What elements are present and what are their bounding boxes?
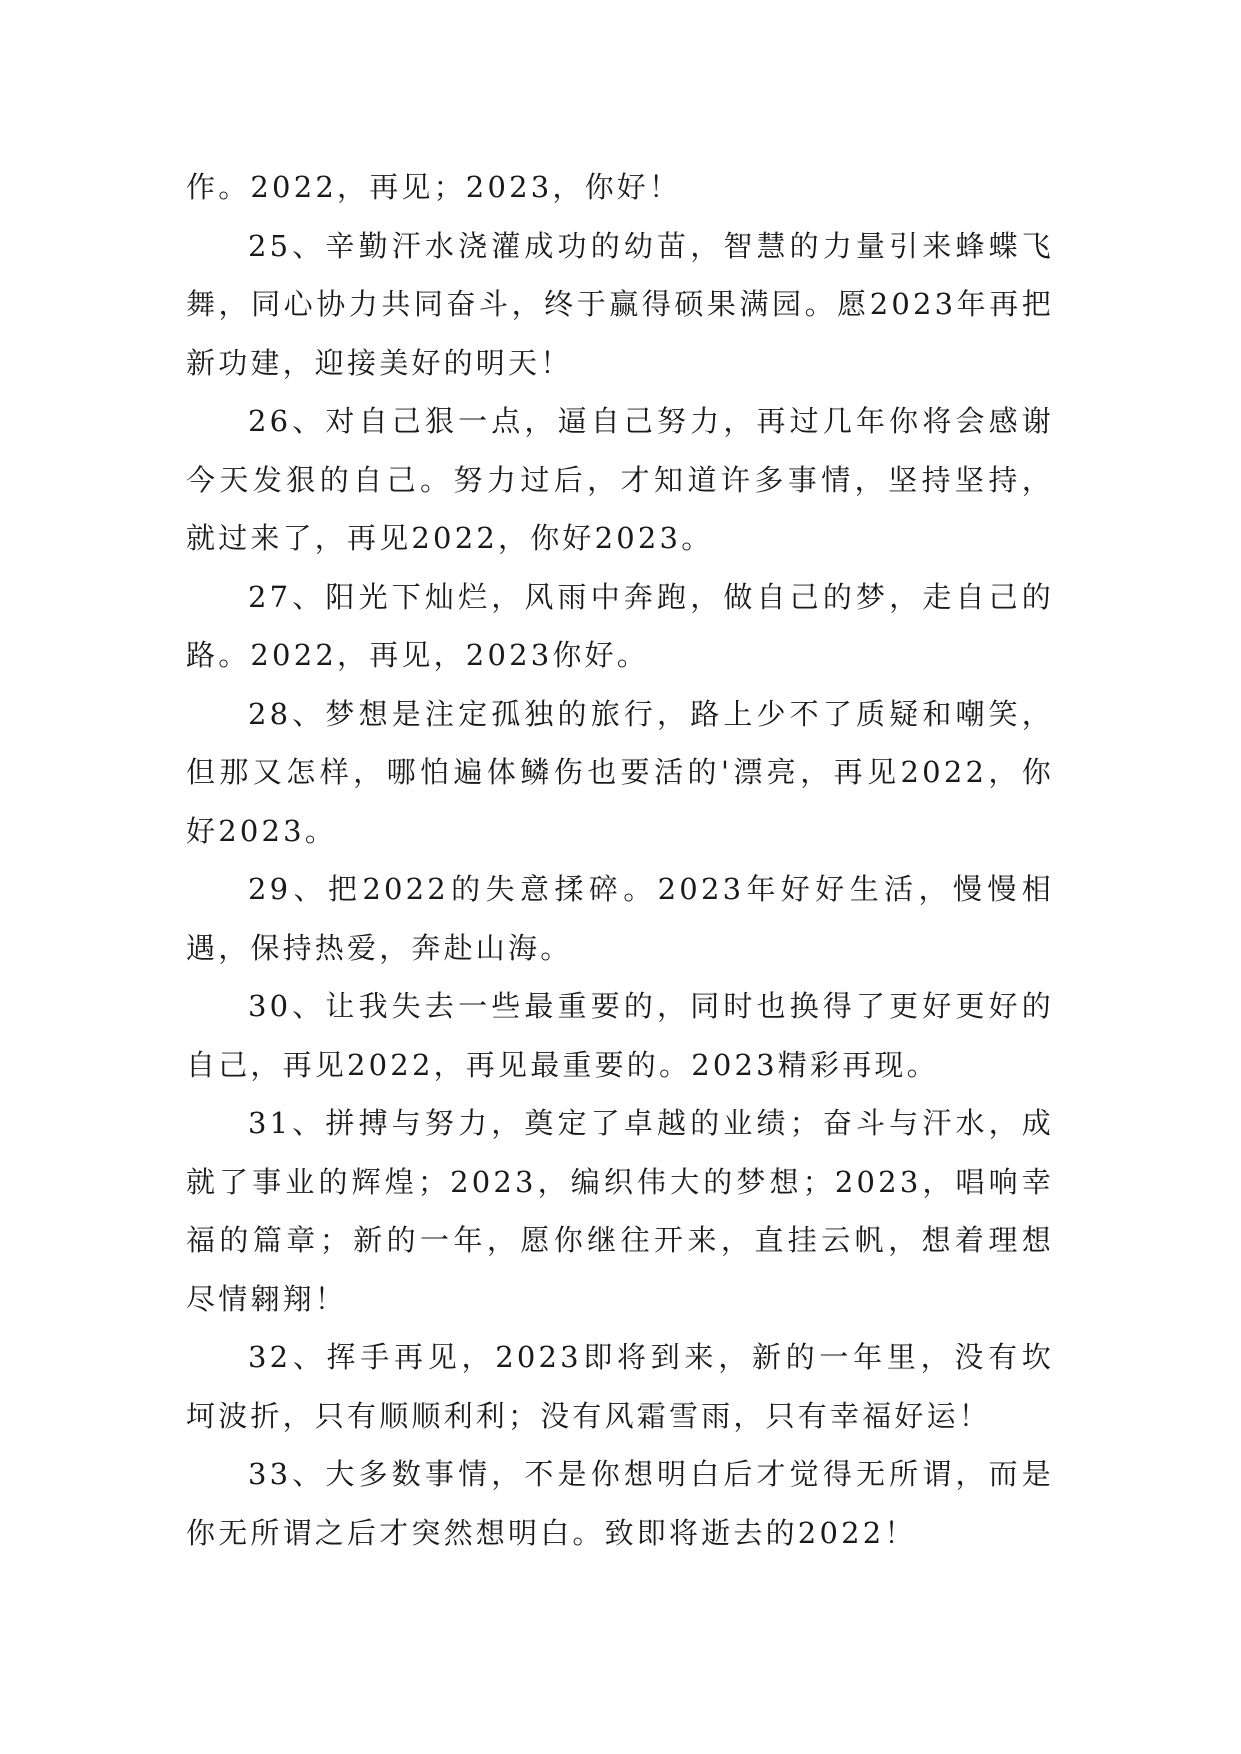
paragraph-item-30: 30、让我失去一些最重要的，同时也换得了更好更好的自己，再见2022，再见最重要的。2023精彩再现。 [186,989,1054,1082]
paragraph-item-31: 31、拼搏与努力，奠定了卓越的业绩；奋斗与汗水，成就了事业的辉煌；2023，编织伟大的梦想；2023，唱响幸福的篇章；新的一年，愿你继往开来，直挂云帆，想着理想尽情翱翔！ [186,1106,1054,1316]
paragraph-item-29: 29、把2022的失意揉碎。2023年好好生活，慢慢相遇，保持热爱，奔赴山海。 [186,872,1054,965]
paragraph-item-27: 27、阳光下灿烂，风雨中奔跑，做自己的梦，走自己的路。2022，再见，2023你好。 [186,579,1054,672]
paragraph-item-33: 33、大多数事情，不是你想明白后才觉得无所谓，而是你无所谓之后才突然想明白。致即将逝去的2022！ [186,1457,1054,1550]
document-body [186,158,1054,1562]
paragraph-continuation: 作。2022，再见；2023，你好！ [186,170,682,204]
paragraph-item-32: 32、挥手再见，2023即将到来，新的一年里，没有坎坷波折，只有顺顺利利；没有风霜雪雨，只有幸福好运！ [186,1340,1054,1433]
paragraph-item-26: 26、对自己狠一点，逼自己努力，再过几年你将会感谢今天发狠的自己。努力过后，才知道许多事情，坚持坚持，就过来了，再见2022，你好2023。 [186,404,1054,555]
paragraph-item-25: 25、辛勤汗水浇灌成功的幼苗，智慧的力量引来蜂蝶飞舞，同心协力共同奋斗，终于赢得硕果满园。愿2023年再把新功建，迎接美好的明天！ [186,228,1054,380]
paragraph-item-28: 28、梦想是注定孤独的旅行，路上少不了质疑和嘲笑，但那又怎样，哪怕遍体鳞伤也要活的'漂亮，再见2022，你好2023。 [186,696,1054,848]
